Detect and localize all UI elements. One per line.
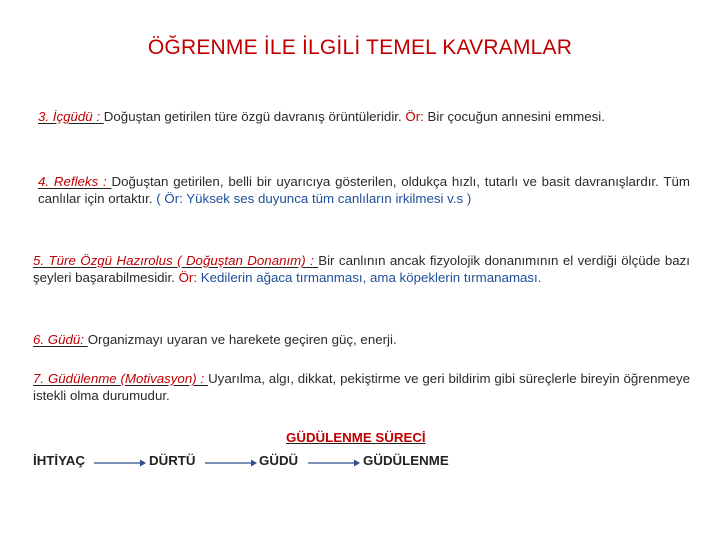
process-step-impulse: DÜRTÜ <box>149 453 196 468</box>
process-step-drive: GÜDÜ <box>259 453 299 468</box>
concept-motivation <box>33 370 690 404</box>
process-step-motivation: GÜDÜLENME <box>363 453 449 468</box>
process-title: GÜDÜLENME SÜRECİ <box>286 430 426 445</box>
definition-text: Bir canlının ancak fizyolojik donanımının el verdiği ölçüde bazı şeyleri başarabilmesidir. <box>33 253 690 285</box>
definition-text: Uyarılma, algı, dikkat, pekiştirme ve geri bildirim gibi süreçlerle bireyin öğrenmeye istekli olma durumudur. <box>33 371 691 403</box>
concept-reflex <box>38 173 690 207</box>
concept-instinct <box>38 108 690 125</box>
term-label: 6. Güdü: <box>33 332 88 347</box>
term-label: 5. Türe Özgü Hazırolus ( Doğuştan Donanım) : <box>33 253 319 268</box>
definition-text: Organizmayı uyaran ve harekete geçiren güç, enerji. <box>87 332 397 347</box>
page-title: ÖĞRENME İLE İLGİLİ TEMEL KAVRAMLAR <box>147 36 573 59</box>
example-label: Ör: <box>405 109 424 124</box>
definition-text: Doğuştan getirilen, belli bir uyarıcıya gösterilen, oldukça hızlı, tutarlı ve basit davranışlardır. Tüm canlılar için ortaktır. <box>38 174 690 206</box>
example-label: Ör: <box>178 270 198 285</box>
concept-species-readiness <box>33 252 690 286</box>
concept-drive <box>33 331 690 348</box>
definition-text: Doğuştan getirilen türe özgü davranış örüntüleridir. <box>103 109 406 124</box>
example-text: Kedilerin ağaca tırmanması, ama köpeklerin tırmanaması. <box>197 270 542 285</box>
term-label: 7. Güdülenme (Motivasyon) : <box>33 371 209 386</box>
arrow-right-icon <box>205 458 257 468</box>
process-step-need: İHTİYAÇ <box>33 453 85 468</box>
arrow-right-icon <box>94 458 146 468</box>
arrow-right-icon <box>308 458 360 468</box>
example-text: ( Ör: Yüksek ses duyunca tüm canlıların irkilmesi v.s ) <box>156 191 472 206</box>
term-label: 4. Refleks : <box>38 174 112 189</box>
example-text: Bir çocuğun annesini emmesi. <box>423 109 605 124</box>
term-label: 3. İçgüdü : <box>38 109 104 124</box>
